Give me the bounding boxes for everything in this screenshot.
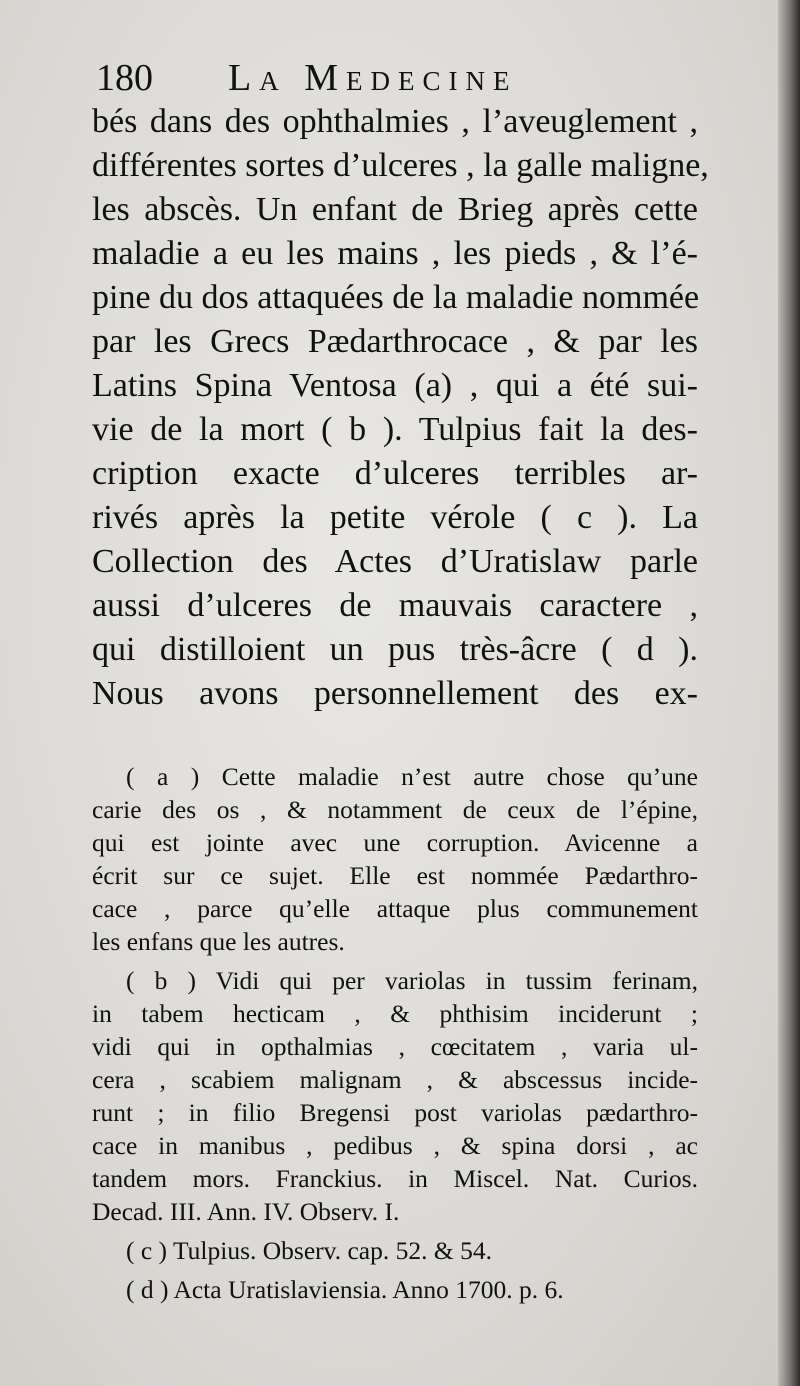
footnote-line: qui est jointe avec une corruption. Avicenne a	[92, 828, 698, 857]
footnote-line: cace in manibus , pedibus , & spina dorsi , ac	[92, 1131, 698, 1160]
footnote-line: ( c ) Tulpius. Observ. cap. 52. & 54.	[126, 1236, 492, 1265]
text-line: pine du dos attaquées de la maladie nommée	[92, 279, 700, 316]
footnote-line: les enfans que les autres.	[92, 927, 345, 956]
text-line: rivés après la petite vérole ( c ). La	[92, 499, 698, 536]
text-line: bés dans des ophthalmies , l’aveuglement ,	[92, 103, 698, 140]
running-head: La Medecine	[228, 57, 518, 99]
main-text	[92, 100, 709, 716]
text-line: cription exacte d’ulceres terribles ar-	[92, 455, 698, 492]
page-header	[96, 52, 696, 100]
text-line: maladie a eu les mains , les pieds , & l’é-	[92, 235, 698, 272]
text-line: Collection des Actes d’Uratislaw parle	[92, 543, 698, 580]
footnote-line: in tabem hecticam , & phthisim inciderunt ;	[92, 999, 698, 1028]
page-number: 180	[96, 57, 153, 99]
footnote-line: tandem mors. Franckius. in Miscel. Nat. Curios.	[92, 1164, 698, 1193]
text-line: qui distilloient un pus très-âcre ( d ).	[92, 631, 698, 668]
footnote-b	[92, 964, 698, 1228]
footnote-line: ( b ) Vidi qui per variolas in tussim ferinam,	[126, 966, 698, 995]
footnote-line: cace , parce qu’elle attaque plus communement	[92, 894, 698, 923]
text-line: différentes sortes d’ulceres , la galle maligne,	[92, 147, 709, 184]
footnote-a	[92, 760, 698, 958]
footnotes	[92, 760, 698, 1312]
text-line: Nous avons personnellement des ex-	[92, 675, 698, 712]
footnote-line: cera , scabiem malignam , & abscessus incide-	[92, 1065, 698, 1094]
footnote-line: écrit sur ce sujet. Elle est nommée Pædarthro-	[92, 861, 698, 890]
footnote-line: ( a ) Cette maladie n’est autre chose qu’une	[126, 762, 698, 791]
footnote-line: runt ; in filio Bregensi post variolas pædarthro-	[92, 1098, 698, 1127]
text-line: les abscès. Un enfant de Brieg après cette	[92, 191, 698, 228]
footnote-line: carie des os , & notamment de ceux de l’épine,	[92, 795, 698, 824]
footnote-d	[92, 1273, 698, 1306]
text-line: Latins Spina Ventosa (a) , qui a été sui-	[92, 367, 698, 404]
footnote-line: ( d ) Acta Uratislaviensia. Anno 1700. p. 6.	[126, 1275, 564, 1304]
text-line: aussi d’ulceres de mauvais caractere ,	[92, 587, 698, 624]
footnote-line: vidi qui in opthalmias , cœcitatem , varia ul-	[92, 1032, 698, 1061]
footnote-c	[92, 1234, 698, 1267]
text-line: vie de la mort ( b ). Tulpius fait la des-	[92, 411, 698, 448]
footnote-line: Decad. III. Ann. IV. Observ. I.	[92, 1197, 400, 1226]
book-spine-shadow	[778, 0, 800, 1386]
text-line: par les Grecs Pædarthrocace , & par les	[92, 323, 698, 360]
